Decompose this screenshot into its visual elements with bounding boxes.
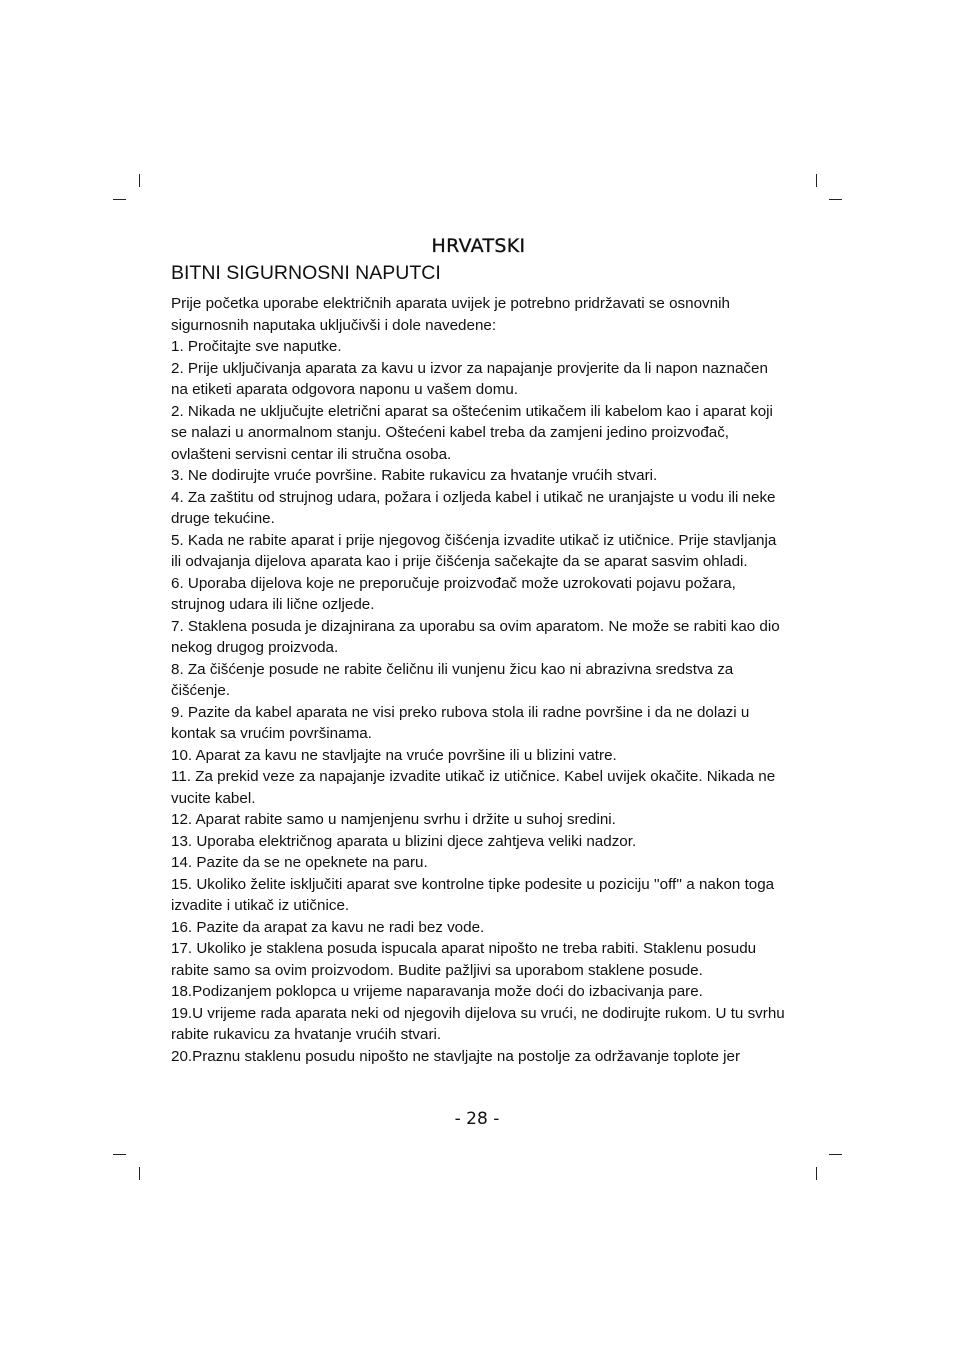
instruction-item: 12. Aparat rabite samo u namjenjenu svrhu i držite u suhoj sredini. bbox=[171, 811, 616, 828]
crop-mark-bottom-right-horizontal bbox=[829, 1154, 842, 1155]
instruction-item: 20.Praznu staklenu posudu nipošto ne stavljajte na postolje za održavanje toplote jer bbox=[171, 1047, 741, 1065]
instruction-item: 13. Uporaba električnog aparata u blizini djece zahtjeva veliki nadzor. bbox=[171, 832, 637, 850]
page-content bbox=[171, 232, 786, 1067]
instruction-item: 17. Ukoliko je staklena posuda ispucala aparat nipošto ne treba rabiti. Staklenu posudu rabite samo sa ovim proizvodom. Budite pažljivi sa uporabom staklene posude. bbox=[171, 940, 757, 979]
language-heading: HRVATSKI bbox=[431, 235, 526, 257]
instruction-item: 18.Podizanjem poklopca u vrijeme naparavanja može doći do izbacivanja pare. bbox=[171, 983, 703, 1000]
section-title: BITNI SIGURNOSNI NAPUTCI bbox=[171, 262, 441, 284]
page-number: - 28 - bbox=[454, 1109, 500, 1129]
crop-mark-top-left-horizontal bbox=[113, 199, 126, 200]
instruction-item: 2. Nikada ne uključujte eletrični aparat sa oštećenim utikačem ili kabelom kao i aparat koji se nalazi u anormalnom stanju. Oštećeni kabel treba da zamjeni jedino proizvođač, ovlašteni servisni centar ili stručna osoba. bbox=[171, 402, 773, 463]
instruction-item: 16. Pazite da arapat za kavu ne radi bez vode. bbox=[171, 918, 485, 936]
crop-mark-bottom-left-vertical bbox=[139, 1167, 140, 1180]
crop-mark-bottom-right-vertical bbox=[816, 1167, 817, 1180]
instruction-item: 11. Za prekid veze za napajanje izvadite utikač iz utičnice. Kabel uvijek okačite. Nikada ne vucite kabel. bbox=[171, 768, 776, 807]
safety-instructions bbox=[171, 293, 786, 1067]
instruction-item: 2. Prije uključivanja aparata za kavu u izvor za napajanje provjerite da li napon naznačen na etiketi aparata odgovora naponu u vašem domu. bbox=[171, 359, 768, 398]
intro-paragraph: Prije početka uporabe električnih aparata uvijek je potrebno pridržavati se osnovnih sigurnosnih naputaka uključivši i dole navedene: bbox=[171, 295, 730, 334]
instruction-item: 4. Za zaštitu od strujnog udara, požara i ozljeda kabel i utikač ne uranjajste u vodu ili neke druge tekućine. bbox=[171, 488, 776, 527]
crop-mark-top-left-vertical bbox=[139, 174, 140, 187]
instruction-item: 15. Ukoliko želite isključiti aparat sve kontrolne tipke podesite u poziciju ''off'' a nakon toga izvadite i utikač iz utičnice. bbox=[171, 875, 775, 914]
crop-mark-top-right-vertical bbox=[816, 174, 817, 187]
instruction-item: 10. Aparat za kavu ne stavljajte na vruće površine ili u blizini vatre. bbox=[171, 746, 617, 764]
instruction-item: 1. Pročitajte sve naputke. bbox=[171, 338, 342, 355]
instruction-item: 19.U vrijeme rada aparata neki od njegovih dijelova su vrući, ne dodirujte rukom. U tu svrhu rabite rukavicu za hvatanje vrućih stvari. bbox=[171, 1004, 785, 1043]
crop-mark-bottom-left-horizontal bbox=[113, 1154, 126, 1155]
instruction-item: 9. Pazite da kabel aparata ne visi preko rubova stola ili radne površine i da ne dolazi u kontak sa vrućim površinama. bbox=[171, 703, 750, 742]
instruction-item: 14. Pazite da se ne opeknete na paru. bbox=[171, 854, 428, 871]
instruction-item: 5. Kada ne rabite aparat i prije njegovog čišćenja izvadite utikač iz utičnice. Prije stavljanja ili odvajanja dijelova aparata kao i prije čišćenja sačekajte da se aparat sasvim ohladi. bbox=[171, 531, 777, 570]
crop-mark-top-right-horizontal bbox=[829, 199, 842, 200]
instruction-item: 3. Ne dodirujte vruće površine. Rabite rukavicu za hvatanje vrućih stvari. bbox=[171, 467, 658, 484]
instruction-item: 6. Uporaba dijelova koje ne preporučuje proizvođač može uzrokovati pojavu požara, strujnog udara ili lične ozljede. bbox=[171, 574, 736, 613]
instruction-item: 7. Staklena posuda je dizajnirana za uporabu sa ovim aparatom. Ne može se rabiti kao dio nekog drugog proizvoda. bbox=[171, 617, 780, 656]
instruction-item: 8. Za čišćenje posude ne rabite čeličnu ili vunjenu žicu kao ni abrazivna sredstva za čišćenje. bbox=[171, 660, 734, 699]
